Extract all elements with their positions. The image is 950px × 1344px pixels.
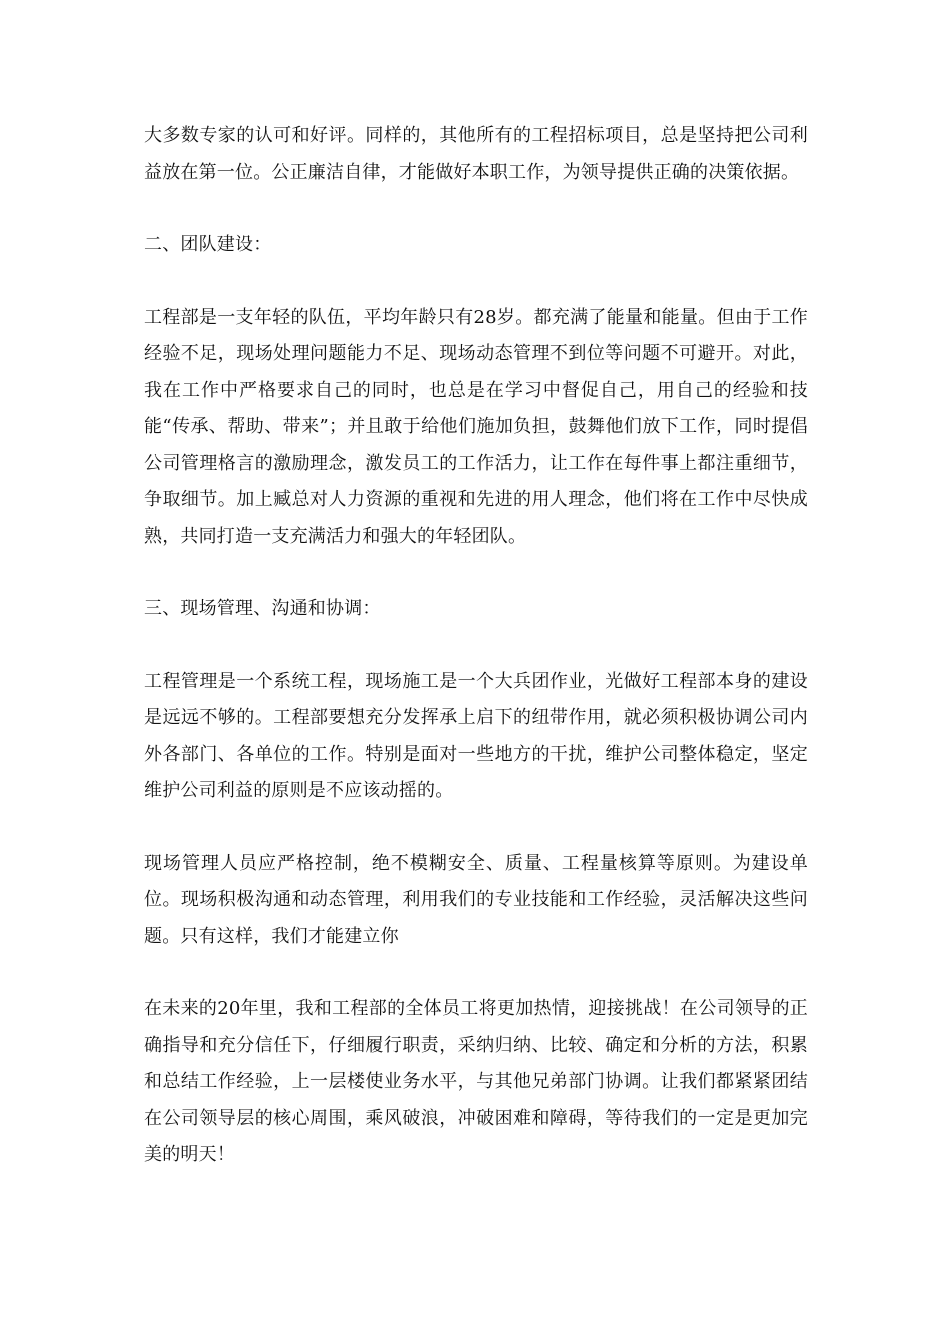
paragraph-team-building: 工程部是一支年轻的队伍，平均年龄只有28岁。都充满了能量和能量。但由于工作经验不足，现场处理问题能力不足、现场动态管理不到位等问题不可避开。对此，我在工作中严格要求自己的同时，也总是在学习中督促自己，用自己的经验和技能“传承、帮助、带来”；并且敢于给他们施加负担，鼓舞他们放下工作，同时提倡公司管理格言的激励理念，激发员工的工作活力，让工作在每件事上都注重细节，争取细节。加上臧总对人力资源的重视和先进的用人理念，他们将在工作中尽快成熟，共同打造一支充满活力和强大的年轻团队。	[144, 306, 808, 547]
paragraph-spacer	[144, 955, 808, 991]
paragraph-spacer	[144, 191, 808, 227]
section-heading-site-management: 三、现场管理、沟通和协调：	[144, 598, 381, 619]
paragraph-future-outlook: 在未来的20年里，我和工程部的全体员工将更加热情，迎接挑战！在公司领导的正确指导和充分信任下，仔细履行职责，采纳归纳、比较、确定和分析的方法，积累和总结工作经验，上一层楼使业务水平，与其他兄弟部门协调。让我们都紧紧团结在公司领导层的核心周围，乘风破浪，冲破困难和障碍，等待我们的一定是更加完美的明天！	[144, 998, 808, 1165]
paragraph-spacer	[144, 555, 808, 591]
paragraph-system-engineering: 工程管理是一个系统工程，现场施工是一个大兵团作业，光做好工程部本身的建设是远远不够的。工程部要想充分发挥承上启下的纽带作用，就必须积极协调公司内外各部门、各单位的工作。特别是面对一些地方的干扰，维护公司整体稳定，坚定维护公司利益的原则是不应该动摇的。	[144, 670, 808, 801]
paragraph-site-control: 现场管理人员应严格控制，绝不模糊安全、质量、工程量核算等原则。为建设单位。现场积极沟通和动态管理，利用我们的专业技能和工作经验，灵活解决这些问题。只有这样，我们才能建立你	[144, 852, 808, 947]
paragraph-spacer	[144, 264, 808, 300]
document-body	[144, 118, 808, 1174]
paragraph-spacer	[144, 628, 808, 664]
section-heading-team-building: 二、团队建设：	[144, 234, 272, 255]
paragraph-spacer	[144, 810, 808, 846]
paragraph-integrity: 大多数专家的认可和好评。同样的，其他所有的工程招标项目，总是坚持把公司利益放在第一位。公正廉洁自律，才能做好本职工作，为领导提供正确的决策依据。	[144, 125, 808, 183]
